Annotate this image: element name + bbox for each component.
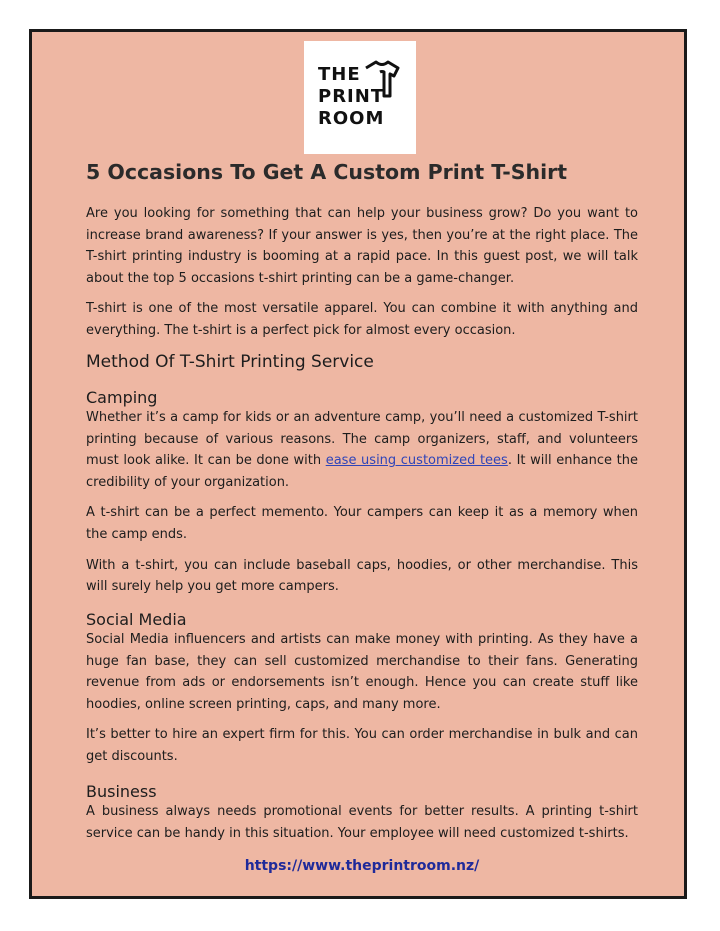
camping-paragraph-3: With a t-shirt, you can include baseball caps, hoodies, or other merchandise. This will surely help you get more campers. — [86, 557, 638, 595]
intro-paragraph-1: Are you looking for something that can help your business grow? Do you want to increase brand awareness? If your answer is yes, then you’re at the right place. The T-shirt printing industry is booming at a rapid pace. In this guest post, we will talk about the top 5 occasions t-shirt printing can be a game-changer. — [86, 206, 638, 286]
business-paragraph-1: A business always needs promotional events for better results. A printing t-shirt service can be handy in this situation. Your employee will need customized t-shirts. — [86, 804, 638, 841]
camping-section — [86, 388, 638, 598]
business-section — [86, 782, 638, 844]
camping-text: Whether it’s a camp for kids or an adventure camp, you’ll need a customized T-shirt printing because of various reasons. The camp organizers, staff, and volunteers must look alike. It can be done with — [86, 410, 638, 469]
logo-line-the: THE — [318, 63, 361, 85]
intro-paragraph-2: T-shirt is one of the most versatile apparel. You can combine it with anything and everything. The t-shirt is a perfect pick for almost every occasion. — [86, 301, 638, 338]
t-shirt-icon — [362, 58, 402, 98]
social-heading: Social Media — [86, 610, 187, 629]
footer-url — [86, 858, 638, 874]
social-paragraph-2: It’s better to hire an expert firm for this. You can order merchandise in bulk and can get discounts. — [86, 727, 638, 764]
social-paragraph-1: Social Media influencers and artists can make money with printing. As they have a huge fan base, they can sell customized merchandise to their fans. Generating revenue from ads or endorsements isn’t enough. Hence you can create stuff like hoodies, online screen printing, caps, and many more. — [86, 632, 638, 712]
page-title: 5 Occasions To Get A Custom Print T-Shirt — [86, 160, 568, 184]
camping-heading: Camping — [86, 388, 158, 407]
customized-tees-link[interactable]: ease using customized tees — [325, 453, 508, 469]
intro-section — [86, 203, 638, 342]
document-page — [29, 29, 687, 899]
logo-line-room: ROOM — [318, 107, 385, 129]
logo — [304, 41, 416, 154]
method-section — [86, 352, 638, 372]
website-link[interactable]: https://www.theprintroom.nz/ — [244, 858, 480, 874]
business-heading: Business — [86, 782, 157, 801]
camping-paragraph-2: A t-shirt can be a perfect memento. Your campers can keep it as a memory when the camp ends. — [86, 505, 638, 542]
logo-line-print: PRINT — [318, 85, 385, 107]
camping-paragraph-1 — [86, 407, 638, 493]
social-section — [86, 610, 638, 768]
camping-text-end: . It will enhance the credibility of your organization. — [86, 453, 638, 490]
section-heading: Method Of T-Shirt Printing Service — [86, 352, 374, 372]
